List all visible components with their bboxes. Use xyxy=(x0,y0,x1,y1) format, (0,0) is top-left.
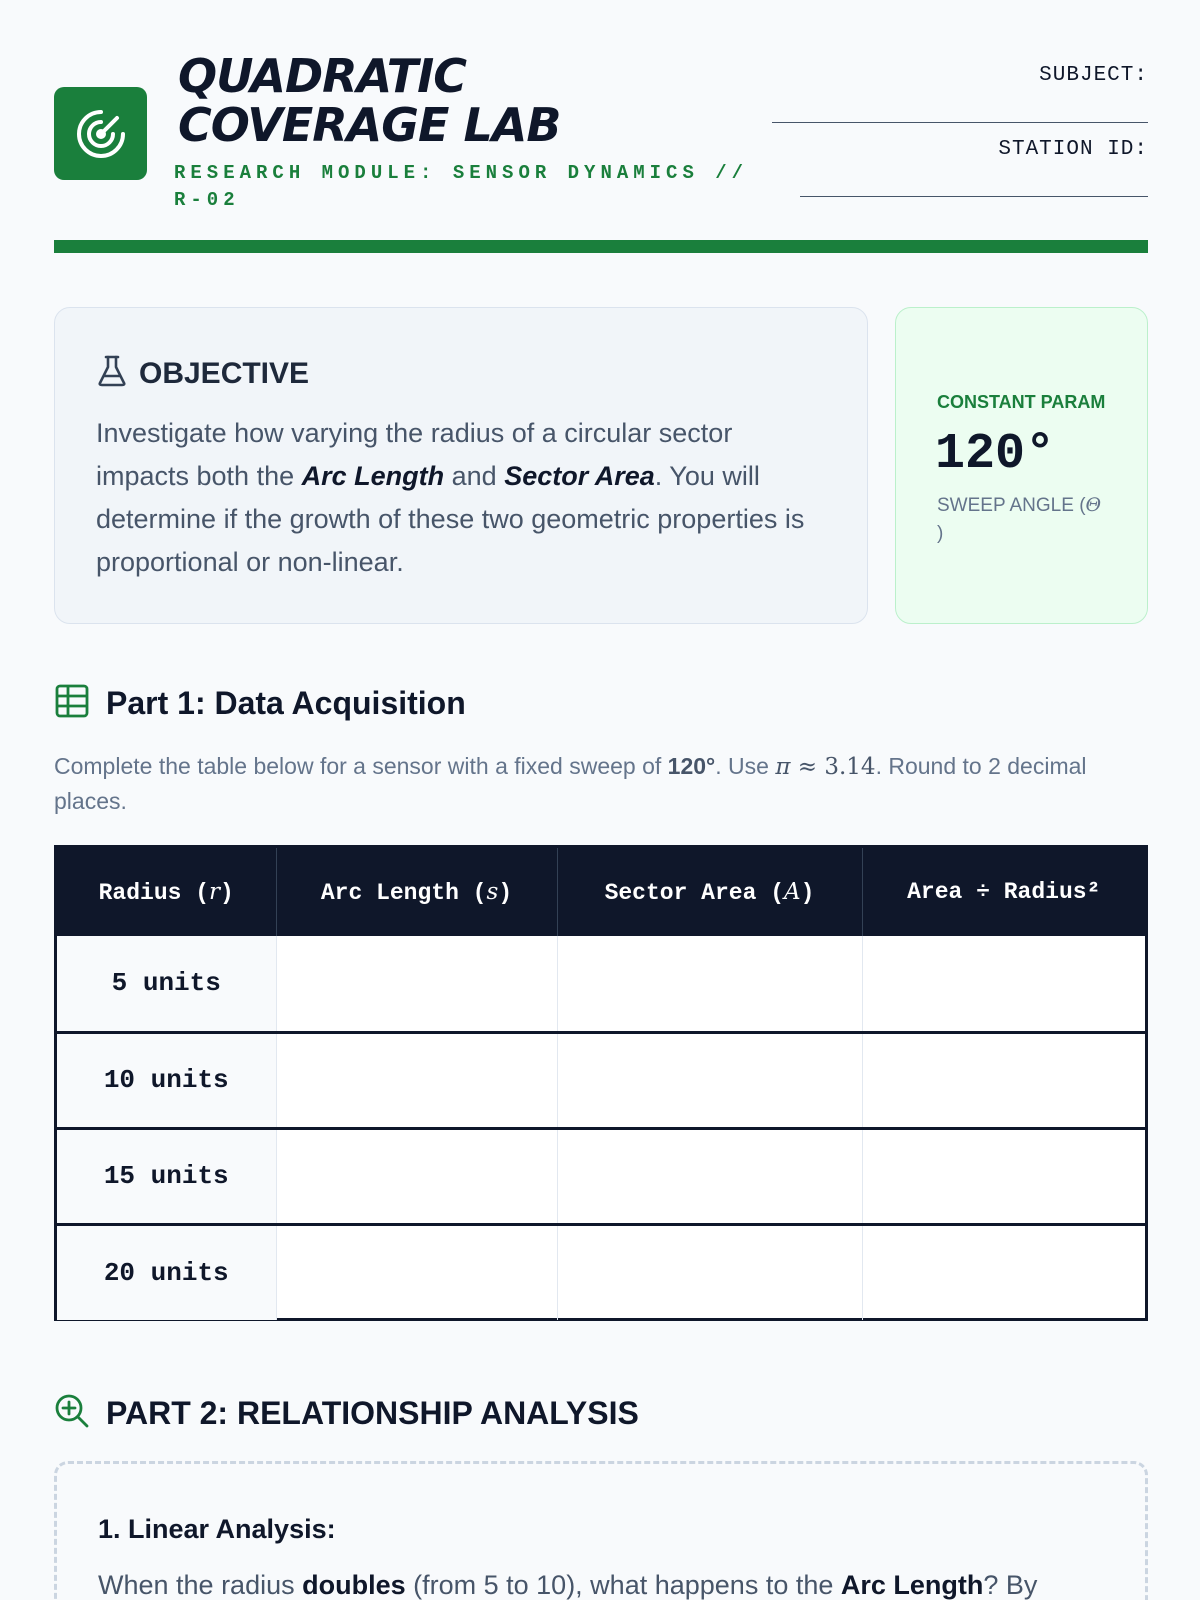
param-label: CONSTANT PARAM xyxy=(937,392,1106,412)
sector-area-input[interactable] xyxy=(557,1128,862,1224)
header-symbol: A xyxy=(784,878,801,905)
constant-param-card xyxy=(895,307,1148,624)
header-text: Sector Area ( xyxy=(604,879,784,906)
doubles-term: doubles xyxy=(302,1570,406,1600)
part1-heading xyxy=(54,683,466,724)
header-text: Radius ( xyxy=(98,879,210,906)
header xyxy=(54,0,1148,254)
title-line-2: COVERAGE LAB xyxy=(178,98,561,152)
flask-icon xyxy=(97,354,127,393)
param-caption-text: SWEEP ANGLE ( xyxy=(937,495,1086,516)
arc-length-input[interactable] xyxy=(276,1128,557,1224)
objective-text-part: . You will determine if the growth of these two geometric properties is proportional or non-linear. xyxy=(96,461,805,577)
objective-text-part: Investigate how varying the radius of a circular sector impacts both the xyxy=(96,418,733,491)
pi-symbol: π xyxy=(775,754,791,780)
header-sector-area xyxy=(557,848,862,936)
part1-title: Part 1: Data Acquisition xyxy=(106,685,466,721)
header-area-ratio xyxy=(862,848,1145,936)
param-value: 120° xyxy=(935,426,1056,483)
page-title xyxy=(178,49,658,152)
objective-heading xyxy=(97,354,309,393)
zoom-in-icon xyxy=(54,1393,90,1434)
station-id-label: STATION ID: xyxy=(998,138,1148,161)
data-table xyxy=(54,845,1148,1321)
arc-length-input[interactable] xyxy=(276,1224,557,1320)
pi-approximation: ≈ 3.14 xyxy=(790,754,876,780)
table-row xyxy=(57,936,1145,1032)
table-row xyxy=(57,1224,1145,1320)
objective-text-part: and xyxy=(444,461,505,491)
subject-label: SUBJECT: xyxy=(1039,64,1148,87)
arc-length-input[interactable] xyxy=(276,936,557,1032)
header-close: ) xyxy=(220,879,234,906)
header-close: ) xyxy=(800,879,815,906)
table-row xyxy=(57,1128,1145,1224)
part2-title: PART 2: RELATIONSHIP ANALYSIS xyxy=(106,1395,639,1431)
instruction-text: . Round to 2 decimal places. xyxy=(54,753,1087,814)
arc-length-term: Arc Length xyxy=(301,461,445,491)
sector-area-input[interactable] xyxy=(557,1032,862,1128)
subject-field[interactable] xyxy=(772,122,1148,123)
header-arc-length xyxy=(276,848,557,936)
table-row xyxy=(57,1032,1145,1128)
radius-cell: 15 units xyxy=(57,1128,276,1224)
sector-area-input[interactable] xyxy=(557,1224,862,1320)
param-caption xyxy=(937,491,1117,548)
header-divider xyxy=(54,240,1148,253)
header-text: Area ÷ Radius² xyxy=(907,879,1101,905)
area-ratio-input[interactable] xyxy=(862,1224,1145,1320)
arc-length-term: Arc Length xyxy=(840,1570,984,1600)
radius-cell: 10 units xyxy=(57,1032,276,1128)
radius-cell: 20 units xyxy=(57,1224,276,1320)
header-radius xyxy=(57,848,276,936)
param-caption-close: ) xyxy=(937,523,944,544)
sector-area-input[interactable] xyxy=(557,936,862,1032)
worksheet-page xyxy=(54,0,1148,1600)
objective-text xyxy=(96,412,816,584)
sweep-value: 120° xyxy=(667,753,716,779)
question-text-part: When the radius xyxy=(98,1570,303,1600)
header-close: ) xyxy=(498,879,513,906)
arc-length-input[interactable] xyxy=(276,1032,557,1128)
radius-cell: 5 units xyxy=(57,936,276,1032)
sector-area-term: Sector Area xyxy=(504,461,655,491)
module-subtitle: RESEARCH MODULE: SENSOR DYNAMICS // R-02 xyxy=(174,162,749,211)
title-line-1: QUADRATIC xyxy=(178,49,467,103)
analysis-card xyxy=(54,1461,1148,1600)
header-text: Arc Length ( xyxy=(320,879,487,906)
part2-heading xyxy=(54,1393,639,1434)
question-title: 1. Linear Analysis: xyxy=(98,1514,336,1544)
objective-card xyxy=(54,307,868,624)
area-ratio-input[interactable] xyxy=(862,936,1145,1032)
radar-icon xyxy=(54,87,147,180)
header-symbol: r xyxy=(209,878,221,905)
header-symbol: s xyxy=(486,878,499,905)
question-text-part: ? By xyxy=(983,1570,1038,1600)
question-text xyxy=(98,1565,1098,1600)
table-header-row xyxy=(57,848,1145,936)
question-text-part: (from 5 to 10), what happens to the xyxy=(405,1570,841,1600)
instruction-text: Complete the table below for a sensor with a fixed sweep of xyxy=(54,753,668,779)
instruction-text: . Use xyxy=(715,753,776,779)
station-id-field[interactable] xyxy=(800,196,1148,197)
table-icon xyxy=(54,683,90,724)
theta-symbol: Θ xyxy=(1085,494,1102,516)
part1-instructions xyxy=(54,749,1148,818)
area-ratio-input[interactable] xyxy=(862,1032,1145,1128)
area-ratio-input[interactable] xyxy=(862,1128,1145,1224)
objective-title: OBJECTIVE xyxy=(139,356,310,390)
